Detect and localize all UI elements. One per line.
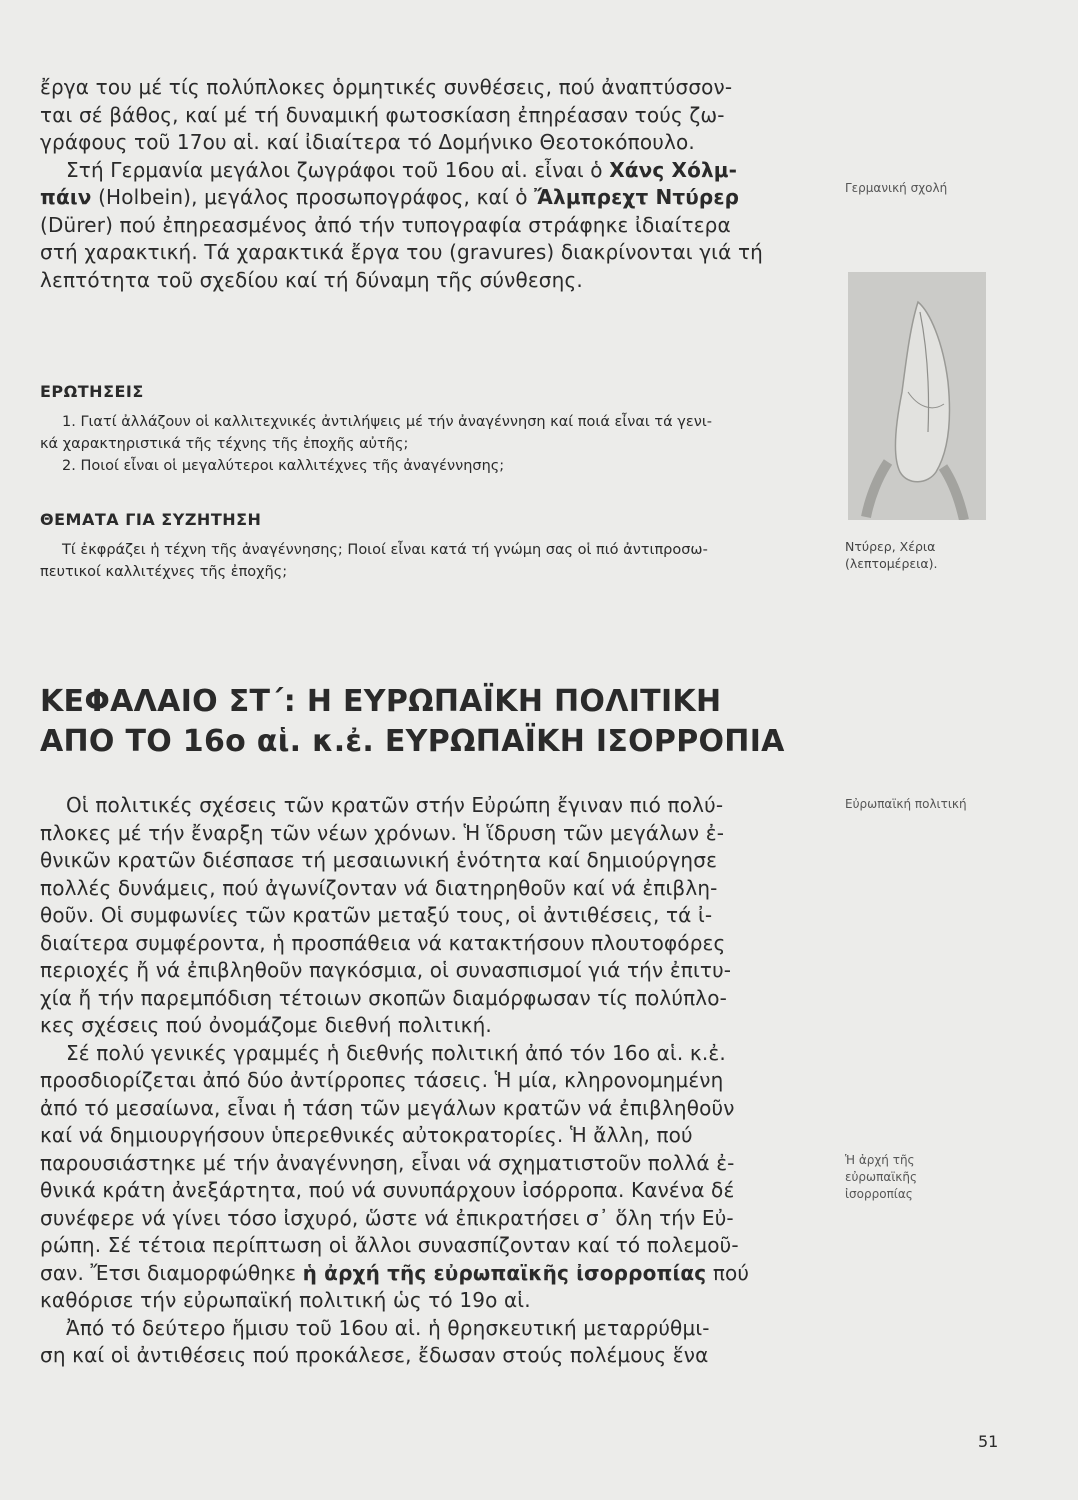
text-line: Σέ πολύ γενικές γραμμές ἡ διεθνής πολιτική ἀπό τόν 16ο αἱ. κ.ἐ. [66, 1040, 726, 1065]
text-line: προσδιορίζεται ἀπό δύο ἀντίρροπες τάσεις. Ἡ μία, κληρονομημένη [40, 1068, 724, 1092]
text-line: πολλές δυνάμεις, πού ἀγωνίζονταν νά διατηρηθοῦν καί νά ἐπιβλη- [40, 875, 718, 900]
topic-line: Τί ἐκφράζει ἡ τέχνη τῆς ἀναγέννησης; Ποιοί εἶναι κατά τή γνώμη σας οἱ πιό ἀντιπροσω- [62, 542, 708, 558]
text-line: θνικά κράτη ἀνεξάρτητα, πού νά συνυπάρχουν ἰσόρροπα. Κανένα δέ [40, 1178, 735, 1202]
caption-line: Ντύρερ, Χέρια [845, 539, 936, 554]
text-line: παρουσιάστηκε μέ τήν ἀναγέννηση, εἶναι νά σχηματιστοῦν πολλά ἐ- [40, 1150, 735, 1175]
topics-heading: ΘΕΜΑΤΑ ΓΙΑ ΣΥΖΗΤΗΣΗ [40, 510, 262, 529]
chapter-text [40, 792, 825, 1370]
text-line: Οἱ πολιτικές σχέσεις τῶν κρατῶν στήν Εὐρώπη ἔγιναν πιό πολύ- [66, 793, 724, 817]
durer-hands-image [848, 272, 986, 520]
page-number: 51 [978, 1432, 999, 1451]
topics-section [40, 510, 825, 583]
sidebar-line: ἰσορροπίας [845, 1187, 913, 1201]
chapter-title-line: ΑΠΟ ΤΟ 16ο αἱ. κ.ἐ. ΕΥΡΩΠΑΪΚΗ ΙΣΟΡΡΟΠΙΑ [40, 724, 785, 759]
questions-heading: ΕΡΩΤΗΣΕΙΣ [40, 382, 144, 401]
text-line: Ἀπό τό δεύτερο ἥμισυ τοῦ 16ου αἱ. ἡ θρησκευτική μεταρρύθμι- [66, 1315, 710, 1340]
text-line: κες σχέσεις πού ὀνομάζομε διεθνή πολιτική. [40, 1013, 492, 1037]
text-line: Στή Γερμανία μεγάλοι ζωγράφοι τοῦ 16ου αἱ. εἶναι ὁ Χάνς Χόλμ- [66, 157, 738, 182]
text-line: ση καί οἱ ἀντιθέσεις πού προκάλεσε, ἔδωσαν στούς πολέμους ἕνα [40, 1343, 709, 1367]
topic-line: πευτικοί καλλιτέχνες τῆς ἐποχῆς; [40, 564, 288, 580]
text-line: λεπτότητα τοῦ σχεδίου καί τή δύναμη τῆς σύνθεσης. [40, 267, 583, 292]
text-line: καθόρισε τήν εὐρωπαϊκή πολιτική ὡς τό 19ο αἱ. [40, 1288, 531, 1312]
image-caption [845, 538, 995, 572]
text-line: στή χαρακτική. Τά χαρακτικά ἔργα του (gravures) διακρίνονται γιά τή [40, 240, 763, 264]
chapter-title [40, 682, 825, 762]
intro-text [40, 74, 825, 294]
question-line: 1. Γιατί ἀλλάζουν οἱ καλλιτεχνικές ἀντιλήψεις μέ τήν ἀναγέννηση καί ποιά εἶναι τά γενι- [62, 414, 712, 430]
text-line: συνέφερε νά γίνει τόσο ἰσχυρό, ὥστε νά ἐπικρατήσει σ᾿ ὅλη τήν Εὐ- [40, 1205, 734, 1230]
text-line: (Dürer) πού ἐπηρεασμένος ἀπό τήν τυπογραφία στράφηκε ἰδιαίτερα [40, 212, 731, 237]
chapter-title-line: ΚΕΦΑΛΑΙΟ ΣΤ΄: Η ΕΥΡΩΠΑΪΚΗ ΠΟΛΙΤΙΚΗ [40, 684, 722, 719]
sidebar-note-european-policy: Εὐρωπαϊκή πολιτική [845, 797, 967, 811]
text-line: πλοκες μέ τήν ἔναρξη τῶν νέων χρόνων. Ἡ ἵδρυση τῶν μεγάλων ἐ- [40, 820, 725, 845]
sidebar-note-balance [845, 1152, 995, 1203]
text-line: διαίτερα συμφέροντα, ἡ προσπάθεια νά κατακτήσουν πλουτοφόρες [40, 930, 726, 955]
highlight-term: ἡ ἀρχή τῆς εὐρωπαϊκῆς ἰσορροπίας [302, 1260, 707, 1285]
text-line: ται σέ βάθος, καί μέ τή δυναμική φωτοσκίαση ἐπηρέασαν τούς ζω- [40, 102, 725, 127]
sidebar-line: εὐρωπαϊκῆς [845, 1170, 918, 1184]
text-line: θνικῶν κρατῶν διέσπασε τή μεσαιωνική ἑνότητα καί δημιούργησε [40, 848, 718, 872]
text-line: γράφους τοῦ 17ου αἱ. καί ἰδιαίτερα τό Δομήνικο Θεοτοκόπουλο. [40, 130, 695, 154]
text-line: πάιν (Holbein), μεγάλος προσωπογράφος, καί ὁ Ἄλμπρεχτ Ντύρερ [40, 185, 740, 209]
text-line: περιοχές ἤ νά ἐπιβληθοῦν παγκόσμια, οἱ συνασπισμοί γιά τήν ἐπιτυ- [40, 958, 732, 982]
text-line: ἀπό τό μεσαίωνα, εἶναι ἡ τάση τῶν μεγάλων κρατῶν νά ἐπιβληθοῦν [40, 1095, 735, 1120]
questions-section [40, 382, 825, 477]
text-line: ρώπη. Σέ τέτοια περίπτωση οἱ ἄλλοι συνασπίζονταν καί τό πολεμοῦ- [40, 1233, 739, 1257]
sidebar-line: Ἡ ἀρχή τῆς [845, 1153, 915, 1167]
text-line: ἔργα του μέ τίς πολύπλοκες ὁρμητικές συνθέσεις, πού ἀναπτύσσον- [40, 75, 733, 99]
question-line: κά χαρακτηριστικά τῆς τέχνης τῆς ἐποχῆς αὐτῆς; [40, 436, 409, 452]
text-line: καί νά δημιουργήσουν ὑπερεθνικές αὐτοκρατορίες. Ἡ ἄλλη, πού [40, 1123, 693, 1147]
praying-hands-illustration [848, 272, 986, 520]
text-line: θοῦν. Οἱ συμφωνίες τῶν κρατῶν μεταξύ τους, οἱ ἀντιθέσεις, τά ἰ- [40, 903, 713, 927]
sidebar-note-german-school: Γερμανική σχολή [845, 181, 948, 195]
caption-line: (λεπτομέρεια). [845, 556, 938, 571]
text-line: χία ἤ τήν παρεμπόδιση τέτοιων σκοπῶν διαμόρφωσαν τίς πολύπλο- [40, 985, 728, 1010]
text-line: σαν. Ἔτσι διαμορφώθηκε ἡ ἀρχή τῆς εὐρωπαϊκῆς ἰσορροπίας πού [40, 1260, 750, 1285]
question-line: 2. Ποιοί εἶναι οἱ μεγαλύτεροι καλλιτέχνες τῆς ἀναγέννησης; [62, 458, 505, 474]
